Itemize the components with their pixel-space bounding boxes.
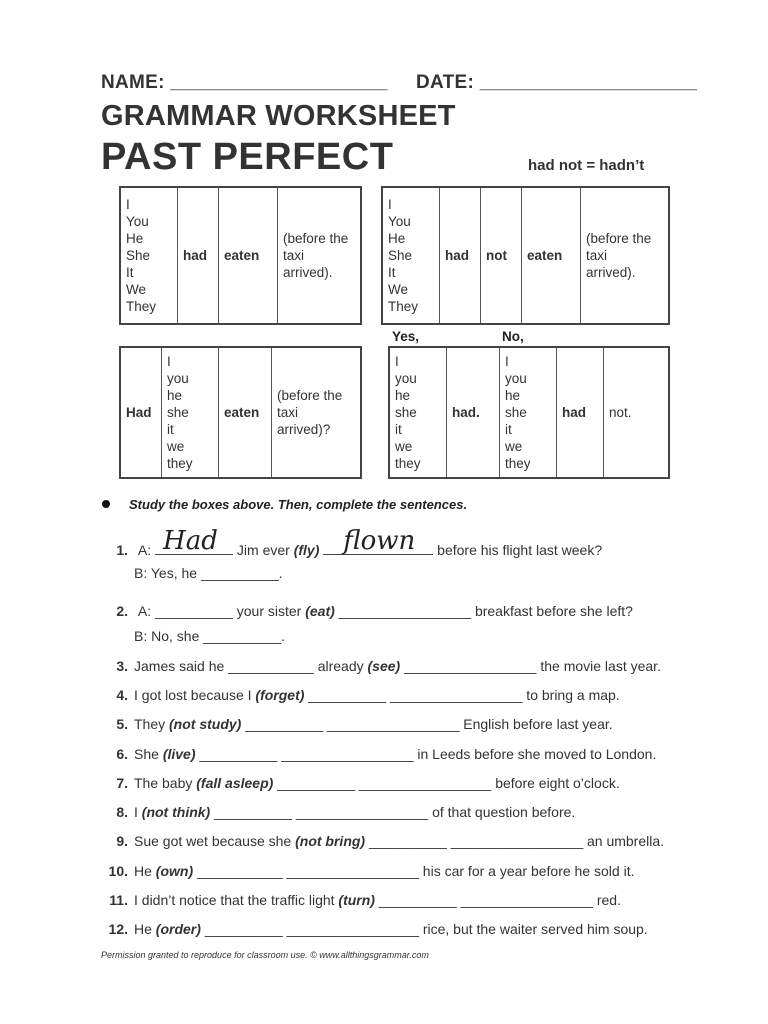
exercise-9: 9. Sue got wet because she (not bring) __________ _________________ an umbrella.	[116, 833, 665, 849]
verb-eaten: eaten	[219, 347, 272, 478]
yes-subject-list: I you he she it we they	[395, 354, 421, 471]
handwritten-answer-had: Had	[163, 526, 218, 556]
exercise-4: 4. I got lost because I (forget) __________ _________________ to bring a map.	[116, 687, 620, 703]
footer-permission: Permission granted to reproduce for classroom use. © www.allthingsgrammar.com	[101, 950, 429, 960]
exercise-1-b: B: Yes, he __________.	[134, 565, 283, 581]
exercise-5: 5. They (not study) __________ _________________ English before last year.	[116, 716, 613, 732]
exercise-12: 12. He (order) __________ _________________ rice, but the waiter served him soup.	[108, 921, 648, 937]
time-phrase: (before the taxi arrived).	[581, 187, 670, 324]
name-field-label: NAME: ____________________	[101, 72, 388, 93]
no-subject-list: I you he she it we they	[500, 347, 557, 478]
no-label: No,	[502, 329, 524, 344]
bullet-icon	[102, 500, 110, 508]
exercise-10: 10. He (own) ___________ _________________ his car for a year before he sold it.	[108, 863, 635, 879]
exercise-1-a: 1. A: Had Jim ever (fly) flown before his flight last week?	[116, 526, 603, 558]
negative-box	[381, 186, 670, 325]
aux-had: had	[178, 187, 219, 324]
exercise-3: 3. James said he ___________ already (see) _________________ the movie last year.	[116, 658, 661, 674]
yes-label: Yes,	[392, 329, 420, 344]
short-answers-box	[388, 346, 670, 479]
subject-list: I You He She It We They	[126, 197, 157, 314]
no-aux: had	[557, 347, 604, 478]
subject-list: I you he she it we they	[162, 347, 219, 478]
answer-blank[interactable]	[323, 526, 433, 556]
worksheet-title: GRAMMAR WORKSHEET	[101, 100, 456, 132]
exercise-7: 7. The baby (fall asleep) __________ _________________ before eight o’clock.	[116, 775, 620, 791]
instruction: Study the boxes above. Then, complete the sentences.	[129, 497, 468, 512]
time-phrase: (before the taxi arrived)?	[272, 347, 362, 478]
date-field-label: DATE: ____________________	[416, 72, 698, 93]
contraction-note: had not = hadn’t	[528, 157, 645, 174]
handwritten-answer-flown: flown	[343, 526, 416, 556]
yes-aux: had.	[447, 347, 500, 478]
affirmative-box	[119, 186, 362, 325]
no-neg: not.	[604, 347, 670, 478]
worksheet-subtitle: PAST PERFECT	[101, 136, 394, 178]
aux-had: had	[440, 187, 481, 324]
subject-list: I You He She It We They	[388, 197, 419, 314]
exercise-11: 11. I didn’t notice that the traffic light (turn) __________ _________________ red.	[109, 892, 621, 908]
exercise-2-a: 2. A: __________ your sister (eat) _________________ breakfast before she left?	[116, 603, 633, 619]
neg-not: not	[481, 187, 522, 324]
exercise-2-b: B: No, she __________.	[134, 628, 286, 644]
question-box	[119, 346, 362, 479]
aux-had-question: Had	[126, 405, 152, 420]
exercise-6: 6. She (live) __________ _________________ in Leeds before she moved to London.	[116, 746, 657, 762]
verb-eaten: eaten	[522, 187, 581, 324]
verb-eaten: eaten	[219, 187, 278, 324]
time-phrase: (before the taxi arrived).	[278, 187, 362, 324]
answer-blank[interactable]	[155, 526, 233, 556]
exercise-8: 8. I (not think) __________ _________________ of that question before.	[116, 804, 576, 820]
